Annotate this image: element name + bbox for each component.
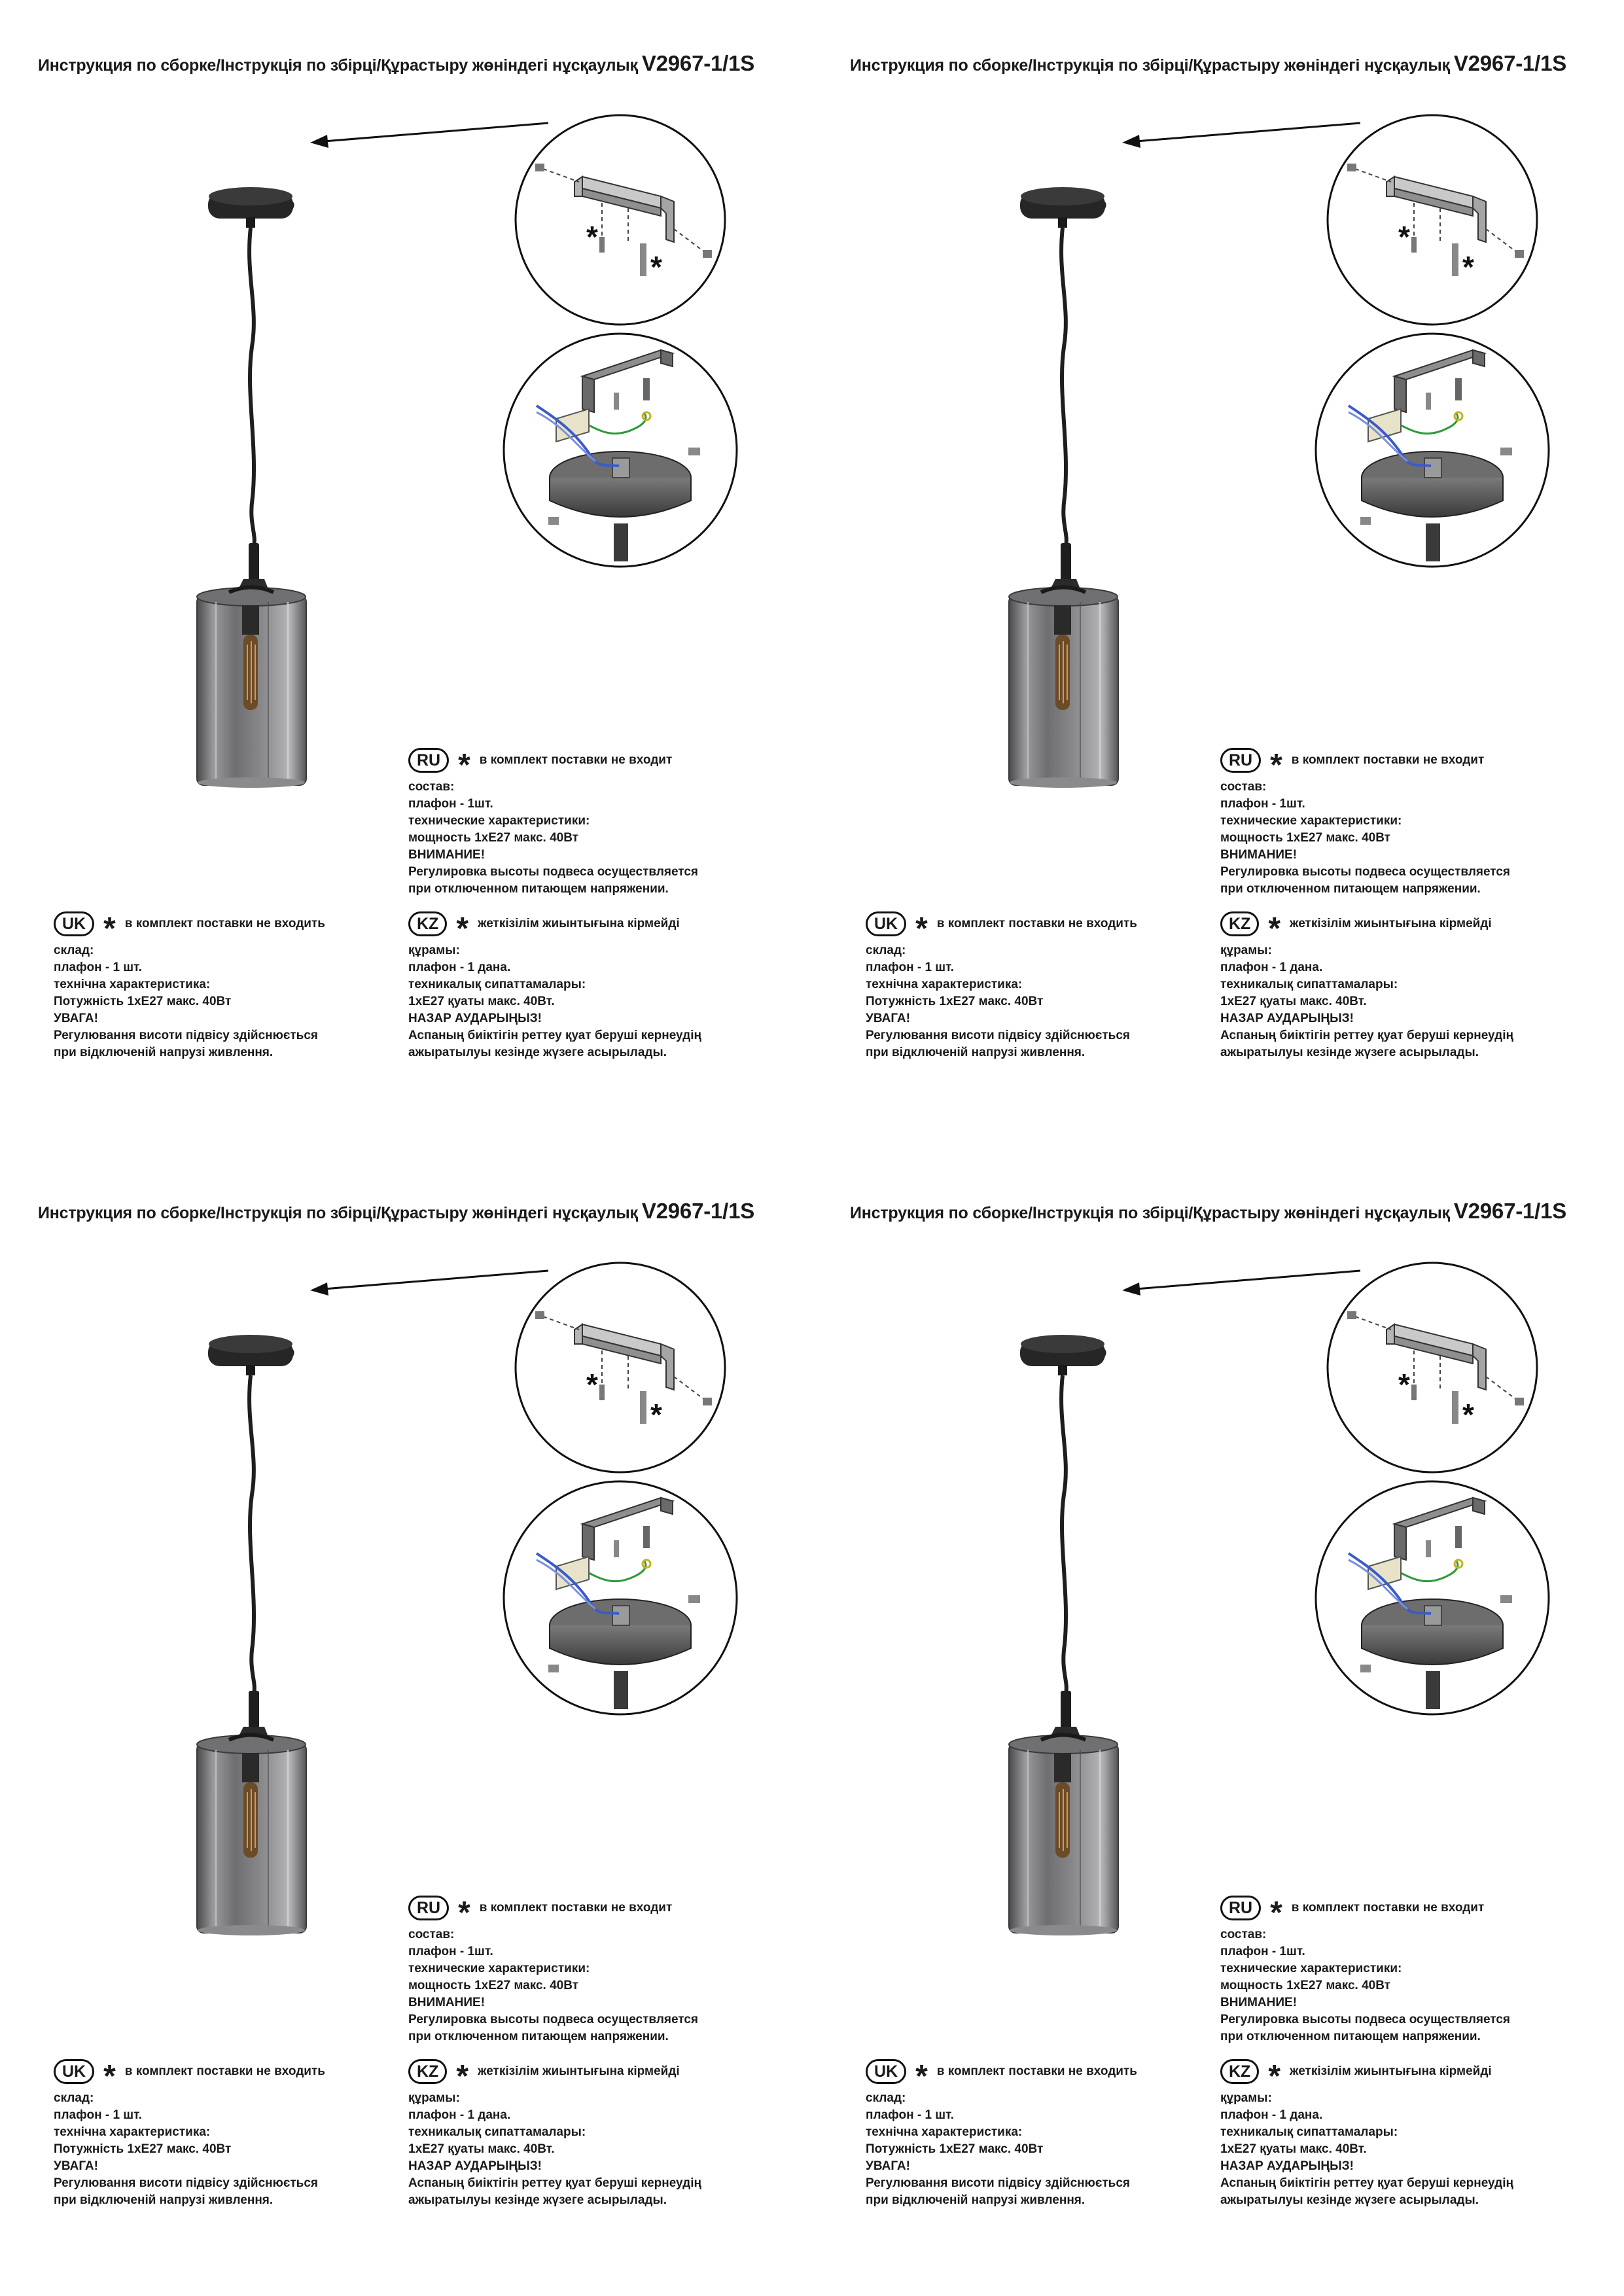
not-included-mark: *	[1462, 250, 1474, 284]
not-included-mark: *	[650, 250, 662, 284]
ru-line: технические характеристики:	[1220, 1962, 1402, 1975]
uk-line: склад:	[866, 2091, 906, 2105]
uk-line: УВАГА!	[54, 1012, 98, 1025]
uk-note: в комплект поставки не входить	[124, 2064, 325, 2078]
ru-line: ВНИМАНИЕ!	[1220, 848, 1297, 862]
asterisk-icon: *	[915, 911, 928, 946]
instruction-panel-2	[812, 0, 1624, 1148]
not-included-mark: *	[1398, 1368, 1410, 1402]
kz-line: 1хЕ27 қуаты макс. 40Вт.	[1220, 2142, 1367, 2156]
kz-note: жеткізілім жиынтығына кірмейді	[1290, 917, 1492, 930]
not-included-mark: *	[650, 1398, 662, 1432]
ru-line: мощность 1хЕ27 макс. 40Вт	[1220, 1979, 1390, 1992]
asterisk-icon: *	[458, 748, 470, 783]
ru-section	[1220, 1894, 1510, 2045]
kz-line: ажыратылуы кезінде жүзеге асырылады.	[1220, 1046, 1479, 1059]
uk-section	[866, 2057, 1137, 2209]
asterisk-icon: *	[103, 911, 116, 946]
uk-line: технічна характеристика:	[54, 978, 211, 991]
ru-line: мощность 1хЕ27 макс. 40Вт	[1220, 831, 1390, 845]
instruction-panel-1	[0, 0, 812, 1148]
not-included-mark: *	[1462, 1398, 1474, 1432]
detail-bracket-circle	[516, 115, 725, 325]
ru-line: плафон - 1шт.	[408, 797, 493, 811]
ru-line: состав:	[1220, 780, 1267, 794]
ru-line: технические характеристики:	[408, 814, 590, 828]
uk-note: в комплект поставки не входить	[936, 2064, 1137, 2078]
kz-line: құрамы:	[408, 2091, 460, 2105]
uk-line: Потужність 1хЕ27 макс. 40Вт	[54, 995, 232, 1008]
pendant-lamp	[197, 1335, 306, 1935]
ru-line: ВНИМАНИЕ!	[1220, 1996, 1297, 2009]
ru-line: Регулировка высоты подвеса осуществляется	[1220, 865, 1511, 879]
kz-line: ажыратылуы кезінде жүзеге асырылады.	[408, 1046, 667, 1059]
kz-note: жеткізілім жиынтығына кірмейді	[478, 917, 680, 930]
title-text: Инструкция по сборке/Інструкція по збірці/Құрастыру жөніндегі нұсқаулық	[850, 1204, 1450, 1222]
uk-line: Регулювання висоти підвісу здійснюється	[866, 1029, 1130, 1042]
kz-section	[408, 910, 701, 1061]
kz-line: 1хЕ27 қуаты макс. 40Вт.	[1220, 995, 1367, 1008]
ru-line: плафон - 1шт.	[1220, 797, 1305, 811]
uk-line: Регулювання висоти підвісу здійснюється	[54, 1029, 318, 1042]
ru-line: технические характеристики:	[1220, 814, 1402, 828]
ru-line: при отключенном питающем напряжении.	[1220, 2030, 1481, 2043]
kz-line: техникалық сипаттамалары:	[1220, 978, 1398, 991]
uk-line: плафон - 1 шт.	[866, 961, 955, 974]
ru-line: ВНИМАНИЕ!	[408, 848, 485, 862]
kz-badge: KZ	[408, 2059, 447, 2084]
asterisk-icon: *	[1268, 2059, 1281, 2094]
uk-badge: UK	[54, 911, 94, 936]
uk-line: при відключеній напрузі живлення.	[866, 1046, 1086, 1059]
uk-note: в комплект поставки не входить	[936, 917, 1137, 930]
ru-line: состав:	[408, 780, 455, 794]
asterisk-icon: *	[456, 2059, 469, 2094]
pointer-arrow	[310, 123, 548, 148]
uk-line: склад:	[866, 944, 906, 957]
uk-line: склад:	[54, 944, 94, 957]
kz-line: 1хЕ27 қуаты макс. 40Вт.	[408, 2142, 555, 2156]
kz-line: НАЗАР АУДАРЫҢЫЗ!	[1220, 2159, 1354, 2173]
kz-line: құрамы:	[1220, 2091, 1272, 2105]
model-number: V2967-1/1S	[641, 51, 755, 75]
uk-line: Потужність 1хЕ27 макс. 40Вт	[866, 2142, 1044, 2156]
uk-line: Потужність 1хЕ27 макс. 40Вт	[866, 995, 1044, 1008]
kz-badge: KZ	[408, 911, 447, 936]
ru-badge: RU	[408, 748, 449, 773]
pendant-lamp	[197, 187, 306, 788]
model-number: V2967-1/1S	[1453, 51, 1567, 75]
not-included-mark: *	[586, 220, 598, 254]
uk-section	[54, 910, 325, 1061]
asterisk-icon: *	[1270, 748, 1282, 783]
model-number: V2967-1/1S	[1453, 1199, 1567, 1223]
ru-line: Регулировка высоты подвеса осуществляется	[1220, 2013, 1511, 2026]
uk-section	[54, 2057, 325, 2209]
not-included-mark: *	[1398, 220, 1410, 254]
ru-note: в комплект поставки не входит	[479, 1901, 673, 1915]
uk-line: Регулювання висоти підвісу здійснюється	[54, 2176, 318, 2190]
pointer-arrow	[310, 1271, 548, 1296]
kz-line: техникалық сипаттамалары:	[408, 2125, 586, 2139]
uk-line: УВАГА!	[866, 2159, 910, 2173]
detail-bracket-circle	[1328, 115, 1537, 325]
ru-line: Регулировка высоты подвеса осуществляется	[408, 2013, 699, 2026]
asterisk-icon: *	[456, 911, 469, 946]
detail-wiring-circle	[1316, 1481, 1549, 1714]
asterisk-icon: *	[915, 2059, 928, 2094]
uk-line: УВАГА!	[866, 1012, 910, 1025]
instruction-panel-4	[812, 1148, 1624, 2295]
uk-note: в комплект поставки не входить	[124, 917, 325, 930]
kz-line: құрамы:	[408, 944, 460, 957]
uk-line: плафон - 1 шт.	[54, 2108, 143, 2122]
ru-line: состав:	[1220, 1928, 1267, 1941]
kz-line: 1хЕ27 қуаты макс. 40Вт.	[408, 995, 555, 1008]
kz-line: плафон - 1 дана.	[408, 961, 511, 974]
uk-line: плафон - 1 шт.	[866, 2108, 955, 2122]
uk-line: склад:	[54, 2091, 94, 2105]
ru-badge: RU	[1220, 748, 1261, 773]
ru-badge: RU	[1220, 1896, 1261, 1920]
detail-wiring-circle	[1316, 334, 1549, 567]
asterisk-icon: *	[1268, 911, 1281, 946]
pointer-arrow	[1122, 123, 1360, 148]
uk-badge: UK	[866, 2059, 906, 2084]
title-text: Инструкция по сборке/Інструкція по збірці/Құрастыру жөніндегі нұсқаулық	[38, 1204, 638, 1222]
detail-bracket-circle	[516, 1263, 725, 1472]
asterisk-icon: *	[103, 2059, 116, 2094]
title-text: Инструкция по сборке/Інструкція по збірці/Құрастыру жөніндегі нұсқаулық	[850, 56, 1450, 75]
kz-section	[1220, 2057, 1513, 2209]
not-included-mark: *	[586, 1368, 598, 1402]
kz-note: жеткізілім жиынтығына кірмейді	[1290, 2064, 1492, 2078]
detail-wiring-circle	[504, 1481, 737, 1714]
ru-note: в комплект поставки не входит	[1291, 753, 1485, 767]
ru-line: технические характеристики:	[408, 1962, 590, 1975]
ru-section	[408, 746, 698, 898]
ru-section	[1220, 746, 1510, 898]
uk-line: Регулювання висоти підвісу здійснюється	[866, 2176, 1130, 2190]
kz-badge: KZ	[1220, 911, 1259, 936]
ru-line: плафон - 1шт.	[408, 1945, 493, 1958]
ru-note: в комплект поставки не входит	[1291, 1901, 1485, 1915]
ru-line: при отключенном питающем напряжении.	[1220, 882, 1481, 896]
asterisk-icon: *	[1270, 1896, 1282, 1930]
uk-line: при відключеній напрузі живлення.	[54, 2193, 274, 2207]
uk-badge: UK	[54, 2059, 94, 2084]
pointer-arrow	[1122, 1271, 1360, 1296]
kz-line: Аспаның биіктігін реттеу қуат беруші кернеудің	[408, 1029, 701, 1042]
ru-line: мощность 1хЕ27 макс. 40Вт	[408, 1979, 578, 1992]
uk-line: УВАГА!	[54, 2159, 98, 2173]
kz-line: Аспаның биіктігін реттеу қуат беруші кернеудің	[1220, 2176, 1513, 2190]
instruction-panel-3	[0, 1148, 812, 2295]
kz-line: ажыратылуы кезінде жүзеге асырылады.	[1220, 2193, 1479, 2207]
ru-line: состав:	[408, 1928, 455, 1941]
ru-line: ВНИМАНИЕ!	[408, 1996, 485, 2009]
uk-line: при відключеній напрузі живлення.	[866, 2193, 1086, 2207]
ru-line: при отключенном питающем напряжении.	[408, 882, 669, 896]
ru-line: плафон - 1шт.	[1220, 1945, 1305, 1958]
detail-bracket-circle	[1328, 1263, 1537, 1472]
kz-line: НАЗАР АУДАРЫҢЫЗ!	[1220, 1012, 1354, 1025]
pendant-lamp	[1009, 187, 1118, 788]
ru-note: в комплект поставки не входит	[479, 753, 673, 767]
ru-line: мощность 1хЕ27 макс. 40Вт	[408, 831, 578, 845]
asterisk-icon: *	[458, 1896, 470, 1930]
model-number: V2967-1/1S	[641, 1199, 755, 1223]
kz-line: Аспаның биіктігін реттеу қуат беруші кернеудің	[1220, 1029, 1513, 1042]
ru-line: при отключенном питающем напряжении.	[408, 2030, 669, 2043]
kz-line: НАЗАР АУДАРЫҢЫЗ!	[408, 2159, 542, 2173]
kz-line: НАЗАР АУДАРЫҢЫЗ!	[408, 1012, 542, 1025]
uk-line: технічна характеристика:	[54, 2125, 211, 2139]
uk-badge: UK	[866, 911, 906, 936]
uk-line: технічна характеристика:	[866, 978, 1023, 991]
uk-line: Потужність 1хЕ27 макс. 40Вт	[54, 2142, 232, 2156]
uk-section	[866, 910, 1137, 1061]
kz-section	[408, 2057, 701, 2209]
kz-line: ажыратылуы кезінде жүзеге асырылады.	[408, 2193, 667, 2207]
ru-line: Регулировка высоты подвеса осуществляется	[408, 865, 699, 879]
kz-badge: KZ	[1220, 2059, 1259, 2084]
uk-line: при відключеній напрузі живлення.	[54, 1046, 274, 1059]
ru-section	[408, 1894, 698, 2045]
kz-line: плафон - 1 дана.	[1220, 961, 1323, 974]
kz-line: техникалық сипаттамалары:	[1220, 2125, 1398, 2139]
kz-line: құрамы:	[1220, 944, 1272, 957]
kz-section	[1220, 910, 1513, 1061]
ru-badge: RU	[408, 1896, 449, 1920]
uk-line: технічна характеристика:	[866, 2125, 1023, 2139]
uk-line: плафон - 1 шт.	[54, 961, 143, 974]
kz-line: плафон - 1 дана.	[408, 2108, 511, 2122]
pendant-lamp	[1009, 1335, 1118, 1935]
kz-line: техникалық сипаттамалары:	[408, 978, 586, 991]
kz-line: Аспаның биіктігін реттеу қуат беруші кернеудің	[408, 2176, 701, 2190]
title-text: Инструкция по сборке/Інструкція по збірці/Құрастыру жөніндегі нұсқаулық	[38, 56, 638, 75]
detail-wiring-circle	[504, 334, 737, 567]
kz-line: плафон - 1 дана.	[1220, 2108, 1323, 2122]
kz-note: жеткізілім жиынтығына кірмейді	[478, 2064, 680, 2078]
